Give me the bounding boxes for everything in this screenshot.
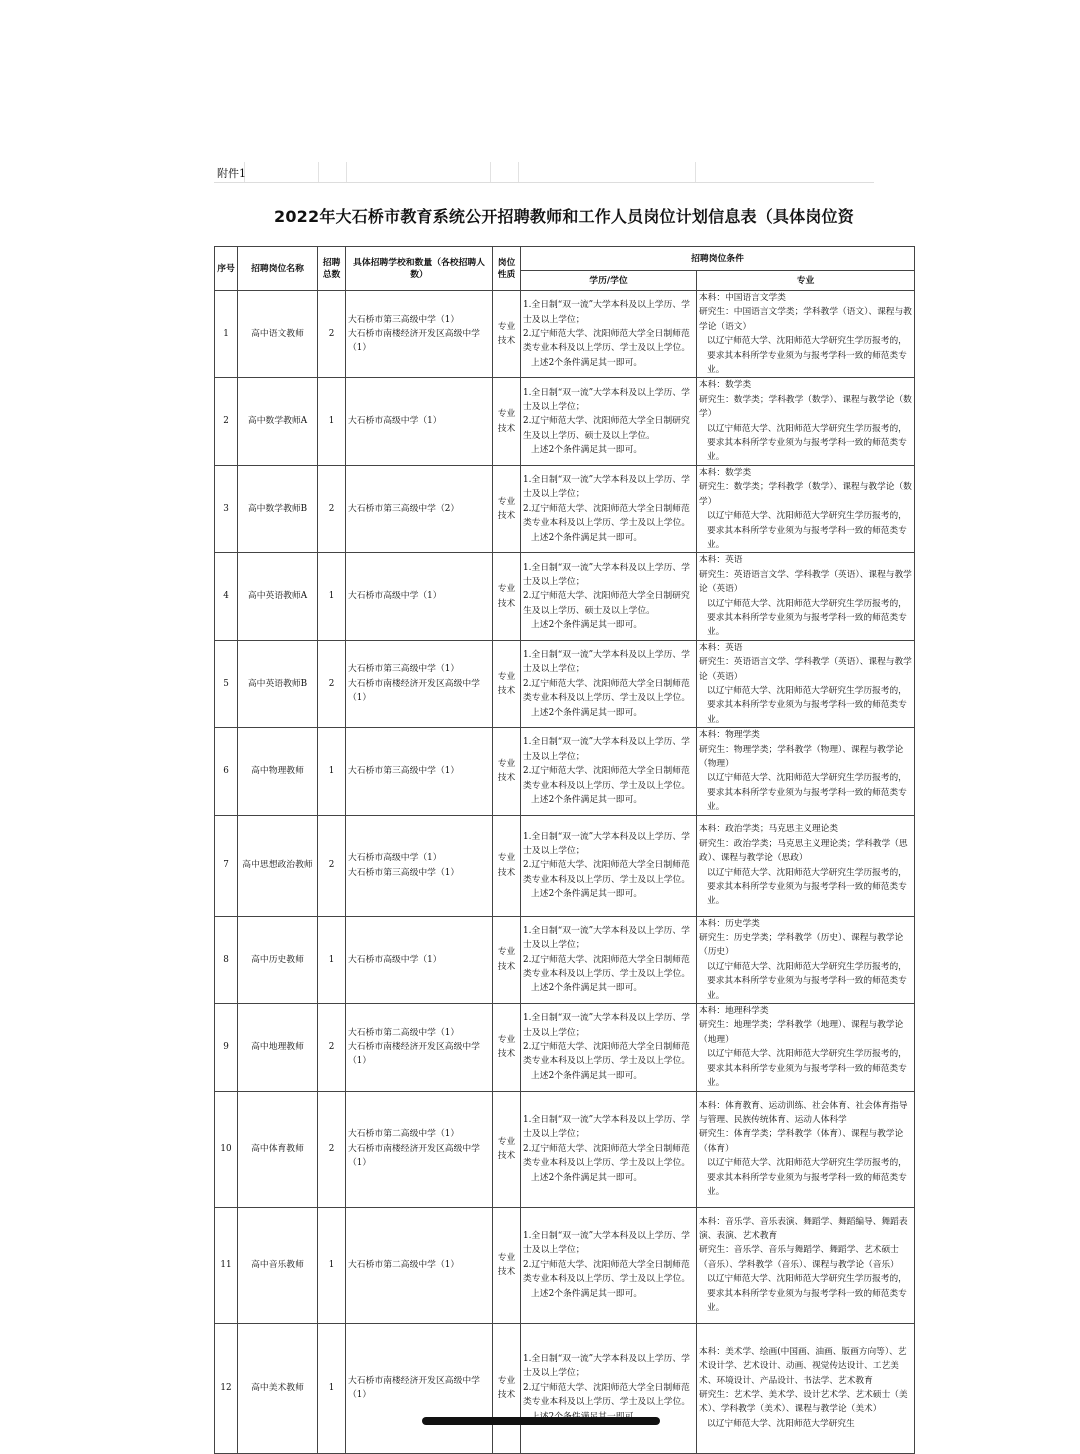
major-line: 以辽宁师范大学、沈阳师范大学研究生学历报考的，要求其本科所学专业须为与报考学科一致的师范类专业。	[707, 1049, 907, 1089]
position-name: 高中思想政治教师	[238, 815, 318, 916]
position-nature: 专业技术	[493, 465, 521, 552]
major-cell	[697, 1004, 915, 1091]
education-line: 上述2个条件满足其一即可。	[531, 983, 643, 994]
major-line: 本科：英语	[699, 642, 743, 653]
header-no: 序号	[215, 247, 238, 291]
document-sheet	[214, 162, 912, 1442]
education-cell	[521, 815, 697, 916]
education-cell	[521, 291, 697, 378]
position-name: 高中美术教师	[238, 1323, 318, 1453]
major-line: 以辽宁师范大学、沈阳师范大学研究生学历报考的，要求其本科所学专业须为与报考学科一致的师范类专业。	[707, 773, 907, 813]
major-line: 以辽宁师范大学、沈阳师范大学研究生学历报考的，要求其本科所学专业须为与报考学科一致的师范类专业。	[707, 685, 907, 725]
grid-line	[490, 162, 491, 182]
major-line: 本科：物理学类	[699, 730, 760, 741]
position-name: 高中物理教师	[238, 728, 318, 815]
major-line: 本科：音乐学、音乐表演、舞蹈学、舞蹈编导、舞蹈表演、表演、艺术教育	[699, 1216, 908, 1241]
major-line: 研究生：英语语言文学、学科教学（英语）、课程与教学论（英语）	[699, 657, 912, 682]
major-line: 以辽宁师范大学、沈阳师范大学研究生学历报考的，要求其本科所学专业须为与报考学科一致的师范类专业。	[707, 598, 907, 638]
education-line: 2.辽宁师范大学、沈阳师范大学全日制研究生及以上学历、硕士及以上学位。	[523, 416, 690, 441]
education-line: 上述2个条件满足其一即可。	[531, 532, 643, 543]
position-nature: 专业技术	[493, 1323, 521, 1453]
document-title: 2022年大石桥市教育系统公开招聘教师和工作人员岗位计划信息表（具体岗位资	[274, 207, 854, 226]
education-line: 2.辽宁师范大学、沈阳师范大学全日制师范类专业本科及以上学历、学士及以上学位。	[523, 1143, 691, 1169]
table-row	[215, 1207, 915, 1323]
education-line: 1.全日制“双一流”大学本科及以上学历、学士及以上学位；	[523, 1353, 690, 1379]
table-row	[215, 378, 915, 465]
row-number: 11	[215, 1207, 238, 1323]
major-line: 本科：数学类	[699, 380, 752, 391]
major-line: 研究生：英语语言文学、学科教学（英语）、课程与教学论（英语）	[699, 569, 912, 595]
education-cell	[521, 465, 697, 552]
header-conditions: 招聘岗位条件	[521, 247, 915, 271]
schools-cell: 大石桥市第三高级中学（2）	[346, 465, 493, 552]
recruit-total: 2	[318, 1004, 346, 1091]
major-line: 本科：美术学、绘画(中国画、油画、版画方向等）、艺术设计学、艺术设计、动画、视觉传达设计、工艺美术、环境设计、产品设计、书法学、艺术教育	[699, 1346, 907, 1386]
education-line: 上述2个条件满足其一即可。	[531, 1288, 643, 1299]
major-line: 研究生：物理学类；学科教学（物理）、课程与教学论（物理）	[699, 744, 904, 769]
row-number: 1	[215, 291, 238, 378]
major-cell	[697, 465, 915, 552]
major-line: 本科：数学类	[699, 467, 752, 478]
education-cell	[521, 640, 697, 727]
recruit-total: 2	[318, 291, 346, 378]
major-line: 本科：中国语言文学类	[699, 293, 786, 303]
table-row	[215, 465, 915, 552]
recruit-total: 2	[318, 1091, 346, 1207]
education-line: 1.全日制“双一流”大学本科及以上学历、学士及以上学位；	[523, 475, 690, 500]
position-nature: 专业技术	[493, 1004, 521, 1091]
major-line: 研究生：数学类；学科教学（数学）、课程与教学论（数学）	[699, 394, 912, 420]
major-cell	[697, 378, 915, 465]
position-nature: 专业技术	[493, 1091, 521, 1207]
major-line: 研究生：历史学类；学科教学（历史）、课程与教学论（历史）	[699, 933, 904, 958]
table-row	[215, 1091, 915, 1207]
grid-line	[346, 162, 347, 182]
education-line: 上述2个条件满足其一即可。	[531, 445, 643, 456]
recruit-total: 1	[318, 553, 346, 640]
major-line: 研究生：数学类；学科教学（数学）、课程与教学论（数学）	[699, 482, 912, 507]
table-row	[215, 916, 915, 1003]
major-line: 本科：体育教育、运动训练、社会体育、社会体育指导与管理、民族传统体育、运动人体科学	[699, 1100, 908, 1125]
schools-cell: 大石桥市第三高级中学（1） 大石桥市南楼经济开发区高级中学（1）	[346, 291, 493, 378]
table-row	[215, 1323, 915, 1453]
table-row	[215, 640, 915, 727]
schools-cell: 大石桥市高级中学（1）	[346, 378, 493, 465]
major-cell	[697, 1207, 915, 1323]
position-name: 高中英语教师B	[238, 640, 318, 727]
position-nature: 专业技术	[493, 815, 521, 916]
education-line: 1.全日制“双一流”大学本科及以上学历、学士及以上学位；	[523, 562, 690, 587]
education-line: 2.辽宁师范大学、沈阳师范大学全日制师范类专业本科及以上学历、学士及以上学位。	[523, 954, 691, 980]
position-name: 高中历史教师	[238, 916, 318, 1003]
positions-table-body	[215, 291, 915, 1454]
major-line: 以辽宁师范大学、沈阳师范大学研究生学历报考的，要求其本科所学专业须为与报考学科一致的师范类专业。	[707, 867, 907, 907]
major-line: 研究生：音乐学、音乐与舞蹈学、舞蹈学、艺术硕士（音乐）、学科教学（音乐）、课程与教学论（音乐）	[699, 1245, 899, 1270]
header-major: 专业	[697, 271, 915, 291]
major-line: 研究生：艺术学、美术学、设计艺术学、艺术硕士（美术）、学科教学（美术）、课程与教学论（美术）	[699, 1390, 908, 1415]
table-row	[215, 553, 915, 640]
header-position: 招聘岗位名称	[238, 247, 318, 291]
education-cell	[521, 1004, 697, 1091]
header-education: 学历/学位	[521, 271, 697, 291]
recruit-total: 2	[318, 640, 346, 727]
education-line: 2.辽宁师范大学、沈阳师范大学全日制师范类专业本科及以上学历、学士及以上学位。	[523, 860, 691, 885]
education-line: 上述2个条件满足其一即可。	[531, 707, 643, 718]
education-cell	[521, 378, 697, 465]
major-line: 以辽宁师范大学、沈阳师范大学研究生学历报考的，要求其本科所学专业须为与报考学科一致的师范类专业。	[707, 511, 907, 550]
education-line: 1.全日制“双一流”大学本科及以上学历、学士及以上学位；	[523, 1230, 690, 1256]
education-line: 上述2个条件满足其一即可。	[531, 620, 643, 631]
major-line: 以辽宁师范大学、沈阳师范大学研究生学历报考的，要求其本科所学专业须为与报考学科一致的师范类专业。	[707, 1158, 907, 1198]
education-line: 2.辽宁师范大学、沈阳师范大学全日制师范类专业本科及以上学历、学士及以上学位。	[523, 1259, 691, 1285]
education-cell	[521, 916, 697, 1003]
major-line: 本科：地理科学类	[699, 1006, 769, 1017]
row-number: 7	[215, 815, 238, 916]
major-line: 本科：历史学类	[699, 918, 760, 929]
education-line: 2.辽宁师范大学、沈阳师范大学全日制师范类专业本科及以上学历、学士及以上学位。	[523, 1042, 691, 1067]
positions-table	[214, 246, 915, 1454]
table-row	[215, 728, 915, 815]
education-line: 上述2个条件满足其一即可。	[531, 795, 643, 806]
grid-line	[518, 162, 519, 182]
position-nature: 专业技术	[493, 916, 521, 1003]
position-name: 高中地理教师	[238, 1004, 318, 1091]
position-nature: 专业技术	[493, 640, 521, 727]
education-line: 上述2个条件满足其一即可。	[531, 357, 643, 368]
recruit-total: 2	[318, 465, 346, 552]
major-cell	[697, 728, 915, 815]
education-cell	[521, 1091, 697, 1207]
major-cell	[697, 1091, 915, 1207]
education-line: 2.辽宁师范大学、沈阳师范大学全日制师范类专业本科及以上学历、学士及以上学位。	[523, 1382, 691, 1408]
position-name: 高中英语教师A	[238, 553, 318, 640]
education-line: 上述2个条件满足其一即可。	[531, 889, 643, 900]
education-cell	[521, 1323, 697, 1453]
recruit-total: 1	[318, 916, 346, 1003]
row-number: 2	[215, 378, 238, 465]
table-row	[215, 1004, 915, 1091]
major-line: 以辽宁师范大学、沈阳师范大学研究生学历报考的，要求其本科所学专业须为与报考学科一致的师范类专业。	[707, 1274, 907, 1314]
recruit-total: 1	[318, 728, 346, 815]
education-line: 1.全日制“双一流”大学本科及以上学历、学士及以上学位；	[523, 300, 690, 325]
major-cell	[697, 640, 915, 727]
position-name: 高中体育教师	[238, 1091, 318, 1207]
major-cell	[697, 1323, 915, 1453]
major-line: 本科：政治学类；马克思主义理论类	[699, 824, 838, 835]
recruit-total: 1	[318, 1207, 346, 1323]
row-number: 10	[215, 1091, 238, 1207]
recruit-total: 1	[318, 1323, 346, 1453]
row-number: 6	[215, 728, 238, 815]
schools-cell: 大石桥市第二高级中学（1）	[346, 1207, 493, 1323]
position-name: 高中数学教师B	[238, 465, 318, 552]
education-line: 1.全日制“双一流”大学本科及以上学历、学士及以上学位；	[523, 831, 690, 857]
schools-cell: 大石桥市第三高级中学（1） 大石桥市南楼经济开发区高级中学（1）	[346, 640, 493, 727]
recruit-total: 1	[318, 378, 346, 465]
education-line: 1.全日制“双一流”大学本科及以上学历、学士及以上学位；	[523, 649, 690, 675]
position-nature: 专业技术	[493, 728, 521, 815]
education-line: 1.全日制“双一流”大学本科及以上学历、学士及以上学位；	[523, 925, 690, 951]
major-line: 以辽宁师范大学、沈阳师范大学研究生学历报考的，要求其本科所学专业须为与报考学科一致的师范类专业。	[707, 423, 907, 463]
row-number: 3	[215, 465, 238, 552]
major-cell	[697, 291, 915, 378]
header-schools: 具体招聘学校和数量（各校招聘人数）	[346, 247, 493, 291]
major-cell	[697, 916, 915, 1003]
annex-label: 附件1	[217, 167, 246, 180]
grid-line	[695, 162, 696, 182]
row-number: 12	[215, 1323, 238, 1453]
header-total: 招聘总数	[318, 247, 346, 291]
education-line: 2.辽宁师范大学、沈阳师范大学全日制师范类专业本科及以上学历、学士及以上学位。	[523, 766, 691, 791]
schools-cell: 大石桥市第二高级中学（1） 大石桥市南楼经济开发区高级中学（1）	[346, 1004, 493, 1091]
row-number: 8	[215, 916, 238, 1003]
row-number: 4	[215, 553, 238, 640]
education-cell	[521, 553, 697, 640]
education-line: 2.辽宁师范大学、沈阳师范大学全日制研究生及以上学历、硕士及以上学位。	[523, 591, 690, 616]
scroll-indicator[interactable]	[422, 1417, 660, 1425]
major-line: 研究生：地理学类；学科教学（地理）、课程与教学论（地理）	[699, 1020, 904, 1045]
table-row	[215, 291, 915, 378]
major-cell	[697, 553, 915, 640]
major-line: 研究生：中国语言文学类；学科教学（语文）、课程与教学论（语文）	[699, 307, 912, 332]
header-nature: 岗位性质	[493, 247, 521, 291]
position-nature: 专业技术	[493, 291, 521, 378]
position-name: 高中音乐教师	[238, 1207, 318, 1323]
major-line: 研究生：体育学类；学科教学（体育）、课程与教学论（体育）	[699, 1129, 904, 1154]
position-nature: 专业技术	[493, 1207, 521, 1323]
schools-cell: 大石桥市第二高级中学（1） 大石桥市南楼经济开发区高级中学（1）	[346, 1091, 493, 1207]
schools-cell: 大石桥市高级中学（1） 大石桥市第三高级中学（1）	[346, 815, 493, 916]
major-cell	[697, 815, 915, 916]
education-line: 1.全日制“双一流”大学本科及以上学历、学士及以上学位；	[523, 1013, 690, 1038]
table-row	[215, 815, 915, 916]
education-line: 2.辽宁师范大学、沈阳师范大学全日制师范类专业本科及以上学历、学士及以上学位。	[523, 678, 691, 704]
education-line: 2.辽宁师范大学、沈阳师范大学全日制师范类专业本科及以上学历、学士及以上学位。	[523, 503, 691, 529]
position-nature: 专业技术	[493, 553, 521, 640]
schools-cell: 大石桥市高级中学（1）	[346, 916, 493, 1003]
major-line: 研究生：政治学类；马克思主义理论类；学科教学（思政）、课程与教学论（思政）	[699, 838, 908, 864]
grid-line	[318, 162, 319, 182]
schools-cell: 大石桥市第三高级中学（1）	[346, 728, 493, 815]
major-line: 本科：英语	[699, 555, 743, 566]
education-line: 1.全日制“双一流”大学本科及以上学历、学士及以上学位；	[523, 737, 690, 762]
education-line: 上述2个条件满足其一即可。	[531, 1070, 643, 1081]
major-line: 以辽宁师范大学、沈阳师范大学研究生	[707, 1418, 855, 1429]
sheet-top-gridrow	[214, 162, 874, 183]
position-nature: 专业技术	[493, 378, 521, 465]
major-line: 以辽宁师范大学、沈阳师范大学研究生学历报考的，要求其本科所学专业须为与报考学科一致的师范类专业。	[707, 336, 907, 376]
row-number: 9	[215, 1004, 238, 1091]
position-name: 高中语文教师	[238, 291, 318, 378]
schools-cell: 大石桥市南楼经济开发区高级中学（1）	[346, 1323, 493, 1453]
education-cell	[521, 728, 697, 815]
recruit-total: 2	[318, 815, 346, 916]
major-line: 以辽宁师范大学、沈阳师范大学研究生学历报考的，要求其本科所学专业须为与报考学科一致的师范类专业。	[707, 961, 907, 1001]
row-number: 5	[215, 640, 238, 727]
position-name: 高中数学教师A	[238, 378, 318, 465]
education-line: 1.全日制“双一流”大学本科及以上学历、学士及以上学位；	[523, 387, 690, 413]
education-cell	[521, 1207, 697, 1323]
education-line: 1.全日制“双一流”大学本科及以上学历、学士及以上学位；	[523, 1114, 690, 1140]
schools-cell: 大石桥市高级中学（1）	[346, 553, 493, 640]
education-line: 2.辽宁师范大学、沈阳师范大学全日制师范类专业本科及以上学历、学士及以上学位。	[523, 329, 691, 354]
education-line: 上述2个条件满足其一即可。	[531, 1172, 643, 1183]
